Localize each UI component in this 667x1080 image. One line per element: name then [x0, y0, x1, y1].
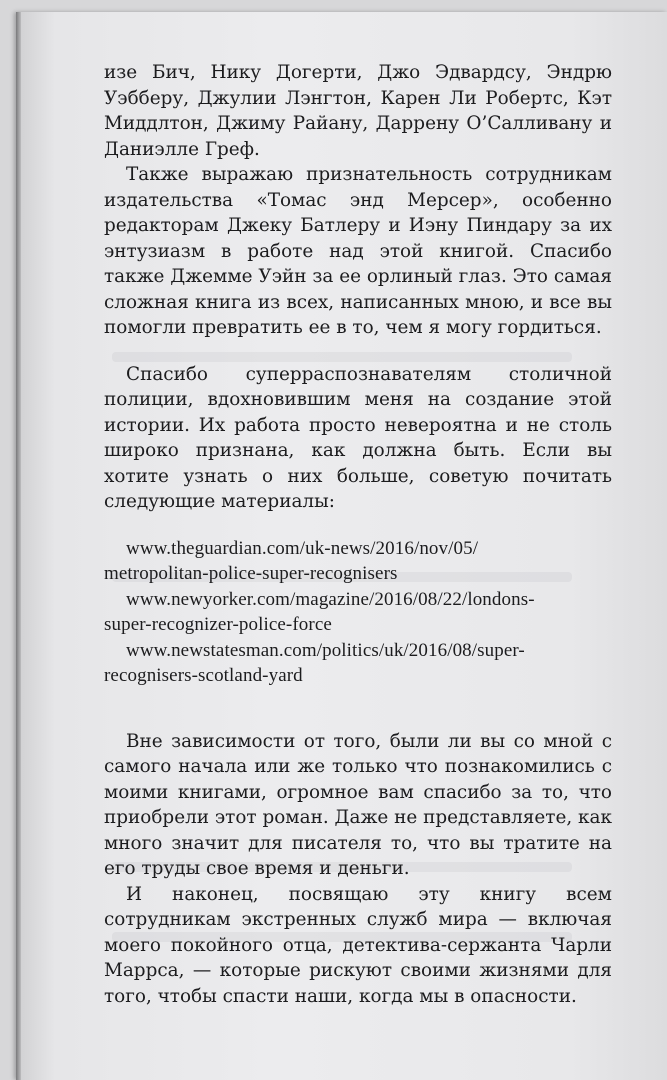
page-text-block — [104, 60, 612, 1009]
link-newstatesman-line1: www.newstatesman.com/politics/uk/2016/08/super- — [126, 639, 525, 661]
page-spine-shadow — [16, 12, 21, 1080]
paragraph-publisher-thanks: Также выражаю признательность сотрудникам издательства «Томас энд Мерсер», особенно редакторам Джеку Батлеру и Иэну Пиндару за их энтузиазм в работе над этой книгой. Спасибо также Джемме Уэйн за ее орлиный глаз. Это самая сложная книга из всех, написанных мною, и все вы помогли превратить ее в то, чем я могу гордиться. — [104, 164, 612, 338]
paragraph-super-recognisers: Спасибо суперраспознавателям столичной полиции, вдохновившим меня на создание этой истории. Их работа просто невероятна и не столь широко признана, как должна быть. Если вы хотите узнать о них больше, советую почитать следующие материалы: — [104, 363, 612, 512]
link-newyorker-line1: www.newyorker.com/magazine/2016/08/22/londons- — [126, 588, 535, 610]
paragraph-reader-thanks: Вне зависимости от того, были ли вы со мной с самого начала или же только что познакомились с моими книгами, огромное вам спасибо за то, что приобрели этот роман. Даже не представляете, как много значит для писателя то, что вы тратите на его труды свое время и деньги. — [104, 730, 612, 879]
link-guardian-line2: metropolitan-police-super-recognisers — [104, 563, 398, 584]
link-newstatesman-line2: recognisers-scotland-yard — [104, 665, 303, 686]
paragraph-dedication: И наконец, посвящаю эту книгу всем сотрудникам экстренных служб мира — включая моего покойного отца, детектива-сержанта Чарли Маррса, — которые рискуют своими жизнями для того, чтобы спасти наши, когда мы в опасности. — [104, 883, 612, 1007]
link-newyorker-line2: super-recognizer-police-force — [104, 614, 332, 635]
paragraph-acknowledgements-names: изе Бич, Нику Догерти, Джо Эдвардсу, Эндрю Уэбберу, Джулии Лэнгтон, Карен Ли Робертс, Кэт Миддлтон, Джиму Райану, Даррену О’Салливану и Даниэлле Греф. — [104, 62, 612, 160]
link-guardian-line1: www.theguardian.com/uk-news/2016/nov/05/ — [126, 537, 479, 559]
link-list — [104, 536, 612, 689]
